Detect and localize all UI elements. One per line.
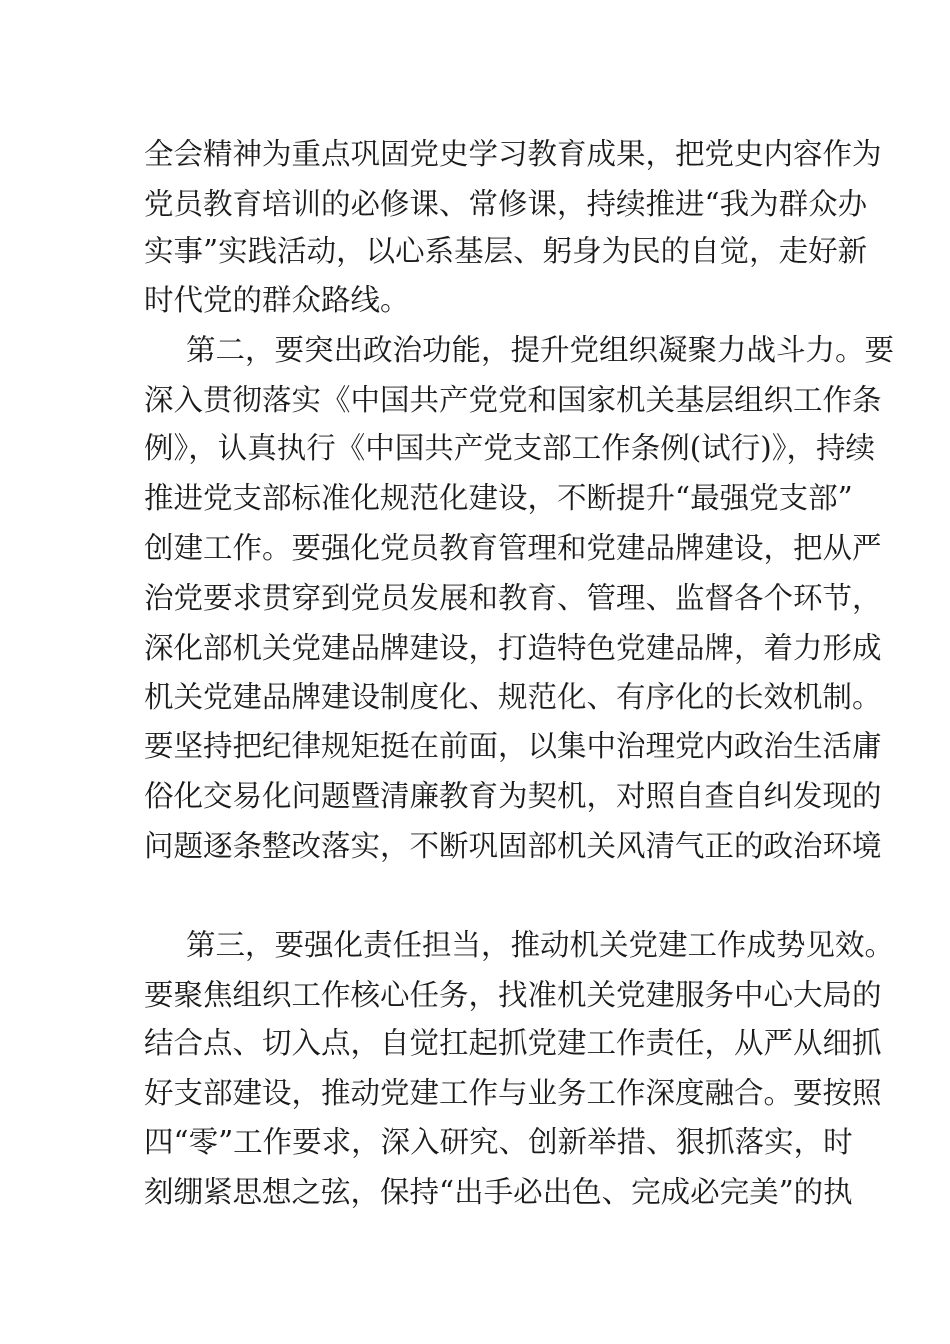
text-line: 全会精神为重点巩固党史学习教育成果，把党史内容作为 bbox=[144, 137, 882, 171]
text-line: 实事”实践活动，以心系基层、躬身为民的自觉，走好新 bbox=[144, 234, 868, 268]
text-line: 第二，要突出政治功能，提升党组织凝聚力战斗力。要 bbox=[186, 333, 895, 367]
text-line: 治党要求贯穿到党员发展和教育、管理、监督各个环节， bbox=[144, 581, 882, 615]
text-line: 机关党建品牌建设制度化、规范化、有序化的长效机制。 bbox=[144, 680, 882, 714]
text-line: 问题逐条整改落实，不断巩固部机关风清气正的政治环境 bbox=[144, 829, 882, 863]
text-line: 要坚持把纪律规矩挺在前面，以集中治理党内政治生活庸 bbox=[144, 729, 882, 763]
text-line: 第三，要强化责任担当，推动机关党建工作成势见效。 bbox=[186, 928, 895, 962]
text-line: 刻绷紧思想之弦，保持“出手必出色、完成必完美”的执 bbox=[144, 1175, 853, 1209]
text-line: 要聚焦组织工作核心任务，找准机关党建服务中心大局的 bbox=[144, 978, 882, 1012]
text-line: 结合点、切入点，自觉扛起抓党建工作责任，从严从细抓 bbox=[144, 1026, 882, 1060]
text-line: 好支部建设，推动党建工作与业务工作深度融合。要按照 bbox=[144, 1076, 882, 1110]
text-line: 深入贯彻落实《中国共产党党和国家机关基层组织工作条 bbox=[144, 383, 882, 417]
text-line: 党员教育培训的必修课、常修课，持续推进“我为群众办 bbox=[144, 187, 868, 221]
text-line: 创建工作。要强化党员教育管理和党建品牌建设，把从严 bbox=[144, 531, 882, 565]
text-line: 推进党支部标准化规范化建设，不断提升“最强党支部” bbox=[144, 481, 853, 515]
text-line: 深化部机关党建品牌建设，打造特色党建品牌，着力形成 bbox=[144, 631, 882, 665]
text-line: 时代党的群众路线。 bbox=[144, 283, 410, 317]
text-line: 四“零”工作要求，深入研究、创新举措、狠抓落实，时 bbox=[144, 1125, 853, 1159]
text-line: 例》，认真执行《中国共产党支部工作条例(试行)》，持续 bbox=[144, 431, 876, 465]
text-line: 俗化交易化问题暨清廉教育为契机，对照自查自纠发现的 bbox=[144, 779, 882, 813]
